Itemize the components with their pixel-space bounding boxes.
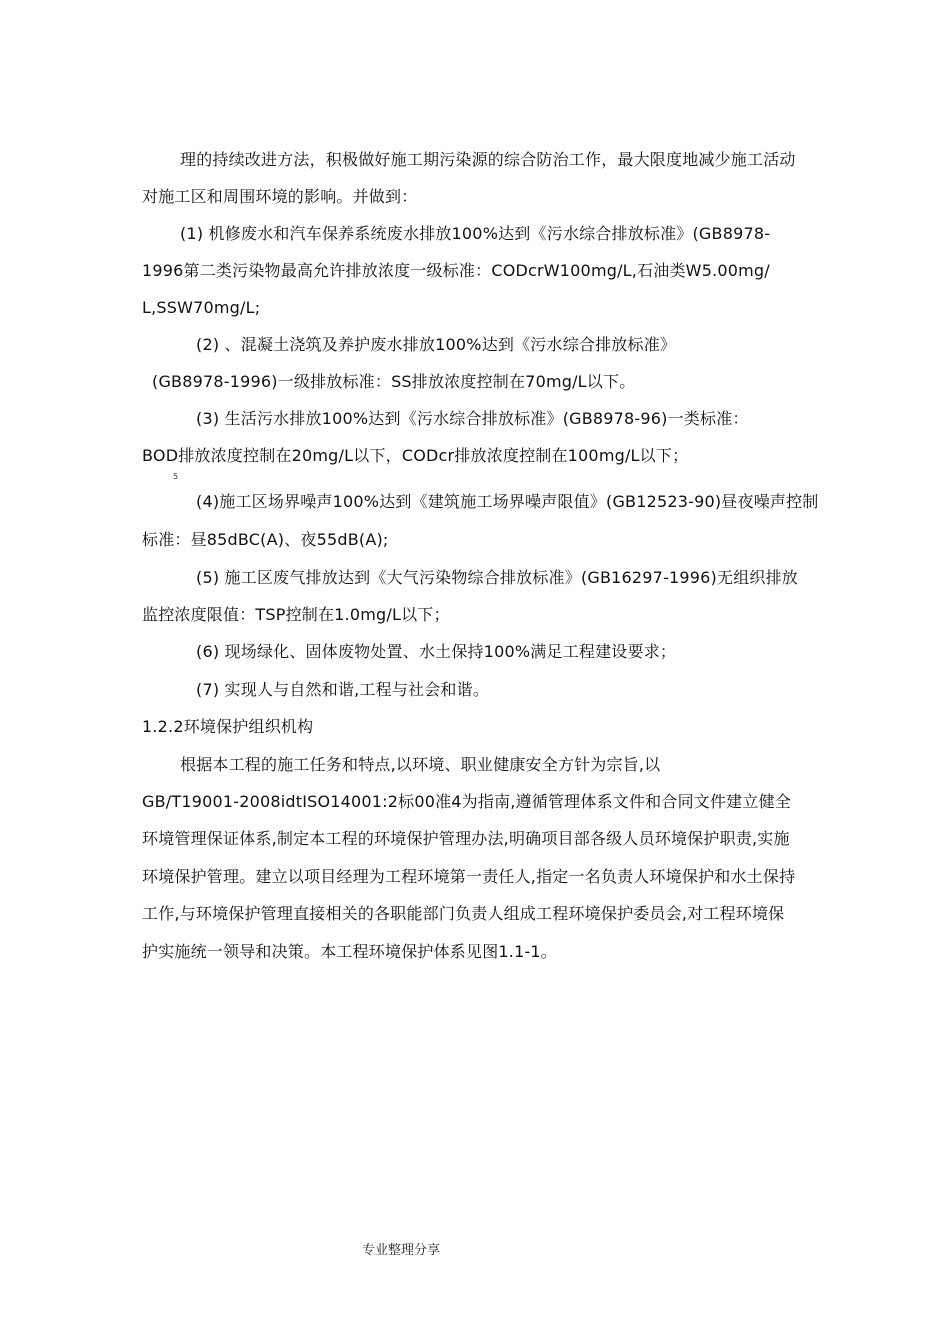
list-item-1: (1) 机修废水和汽车保养系统废水排放100%达到《污水综合排放标准》(GB8978- [180, 224, 771, 243]
list-item-5: (5) 施工区废气排放达到《大气污染物综合排放标准》(GB16297-1996)无组织排放 [196, 568, 799, 587]
paragraph-line: 护实施统一领导和决策。本工程环境保护体系见图1.1-1。 [142, 942, 557, 961]
list-item-7: (7) 实现人与自然和谐,工程与社会和谐。 [196, 680, 490, 699]
section-heading: 1.2.2环境保护组织机构 [142, 717, 314, 736]
paragraph-line: (GB8978-1996)一级排放标准：SS排放浓度控制在70mg/L以下。 [152, 372, 636, 391]
paragraph-line: GB/T19001-2008idtISO14001:2标00准4为指南,遵循管理体系文件和合同文件建立健全 [142, 792, 791, 811]
paragraph-line: L,SSW70mg/L; [142, 298, 261, 317]
list-item-3: (3) 生活污水排放100%达到《污水综合排放标准》(GB8978-96)一类标准： [196, 409, 749, 428]
paragraph-line: 1996第二类污染物最高允许排放浓度一级标准：CODcrW100mg/L,石油类W5.00mg/ [142, 261, 770, 280]
paragraph-line: 标准：昼85dBC(A)、夜55dB(A); [142, 530, 389, 549]
paragraph-line: 对施工区和周围环境的影响。并做到： [142, 187, 418, 206]
paragraph-line: 理的持续改进方法，积极做好施工期污染源的综合防治工作，最大限度地减少施工活动 [180, 150, 796, 169]
paragraph-line: 工作,与环境保护管理直接相关的各职能部门负责人组成工程环境保护委员会,对工程环境保 [142, 904, 785, 923]
margin-note: 5 [173, 472, 179, 481]
list-item-4: (4)施工区场界噪声100%达到《建筑施工场界噪声限值》(GB12523-90)昼夜噪声控制 [196, 492, 819, 511]
paragraph-line: 根据本工程的施工任务和特点,以环境、职业健康安全方针为宗旨,以 [180, 755, 661, 774]
paragraph-line: 监控浓度限值：TSP控制在1.0mg/L以下； [142, 605, 450, 624]
list-item-2: (2) 、混凝土浇筑及养护废水排放100%达到《污水综合排放标准》 [196, 335, 677, 354]
list-item-6: (6) 现场绿化、固体废物处置、水土保持100%满足工程建设要求； [196, 642, 677, 661]
paragraph-line: 环境保护管理。建立以项目经理为工程环境第一责任人,指定一名负责人环境保护和水土保持 [142, 867, 796, 886]
page-footer: 专业整理分享 [362, 1243, 441, 1258]
paragraph-line: BOD排放浓度控制在20mg/L以下，CODcr排放浓度控制在100mg/L以下； [142, 446, 689, 465]
paragraph-line: 环境管理保证体系,制定本工程的环境保护管理办法,明确项目部各级人员环境保护职责,实施 [142, 829, 790, 848]
